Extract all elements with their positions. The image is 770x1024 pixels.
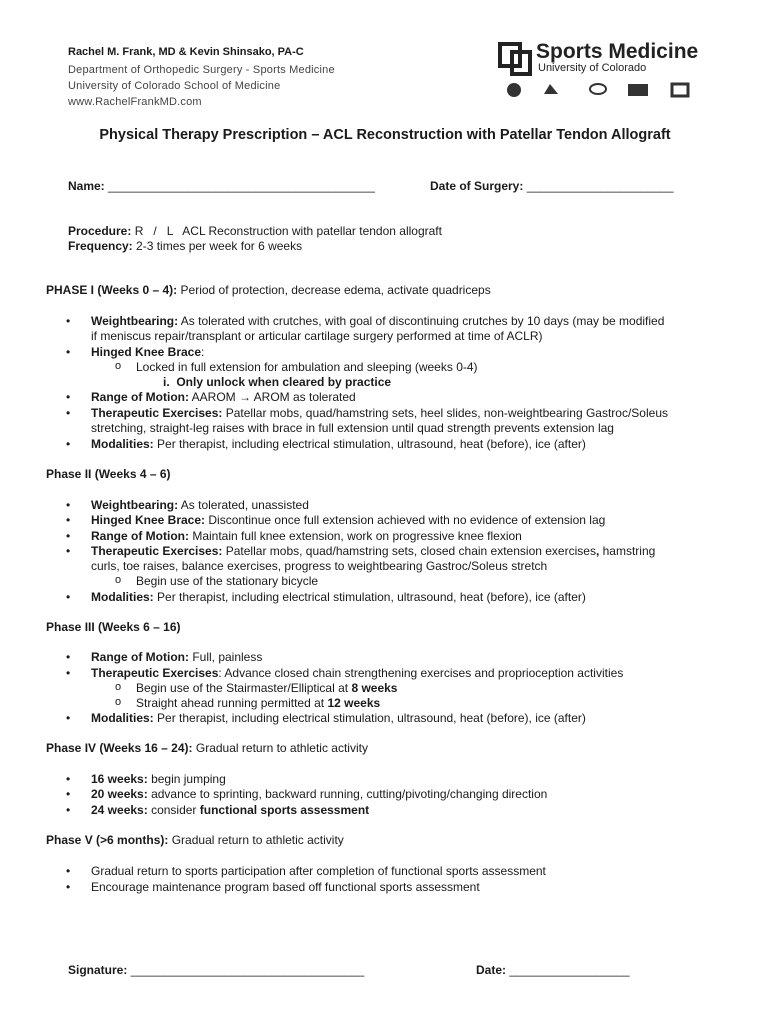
bullet: • <box>66 544 71 558</box>
phase1-modalities: Modalities: Per therapist, including electrical stimulation, ultrasound, heat (before), ice (after) <box>91 437 586 451</box>
phase4-24-weeks: 24 weeks: consider functional sports assessment <box>91 803 370 817</box>
bullet: • <box>66 314 71 328</box>
name-label: Name: <box>68 179 105 193</box>
bullet: • <box>66 864 71 878</box>
bullet: • <box>66 666 71 680</box>
phase4-16-weeks: 16 weeks: begin jumping <box>91 772 226 786</box>
phase3-heading: Phase III (Weeks 6 – 16) <box>46 620 181 634</box>
bullet: • <box>66 772 71 786</box>
phase3-sub-stairmaster: Begin use of the Stairmaster/Elliptical at 8 weeks <box>136 681 398 695</box>
footer-date-label: Date: <box>476 963 507 977</box>
phase5-item-2: Encourage maintenance program based off functional sports assessment <box>91 880 480 894</box>
phase4-heading: Phase IV (Weeks 16 – 24): Gradual return to athletic activity <box>46 741 368 755</box>
sub-bullet: o <box>115 360 122 372</box>
sub-bullet: o <box>115 696 122 708</box>
phase1-heading <box>46 283 491 297</box>
name-field[interactable]: ________________________________________ <box>108 179 375 193</box>
website: www.RachelFrankMD.com <box>68 96 202 108</box>
logo-subtitle: University of Colorado <box>538 62 647 74</box>
bullet: • <box>66 787 71 801</box>
surgery-date-label: Date of Surgery: <box>430 179 524 193</box>
sub-bullet: o <box>115 574 122 586</box>
phase2-exercises: Therapeutic Exercises: Patellar mobs, quad/hamstring sets, closed chain extension exercises, hamstring <box>91 544 656 558</box>
cu-logo-icon <box>498 42 534 76</box>
procedure-label: Procedure: <box>68 224 132 238</box>
bullet: • <box>66 880 71 894</box>
phase3-exercises: Therapeutic Exercises: Advance closed chain strengthening exercises and proprioception activities <box>91 666 624 680</box>
bullet: • <box>66 345 71 359</box>
bullet: • <box>66 513 71 527</box>
phase3-modalities: Modalities: Per therapist, including electrical stimulation, ultrasound, heat (before), ice (after) <box>91 711 586 725</box>
bullet: • <box>66 437 71 451</box>
school: University of Colorado School of Medicine <box>68 80 281 92</box>
page-title: Physical Therapy Prescription – ACL Reconstruction with Patellar Tendon Allograft <box>99 127 671 143</box>
surgery-date-field[interactable]: ______________________ <box>526 179 674 193</box>
phase1-rom: Range of Motion: AAROM → AROM as tolerated <box>91 390 356 404</box>
phase1-desc: Period of protection, decrease edema, activate quadriceps <box>180 283 491 297</box>
phase2-heading: Phase II (Weeks 4 – 6) <box>46 467 171 481</box>
bullet: • <box>66 590 71 604</box>
bullet: • <box>66 803 71 817</box>
bullet: • <box>66 498 71 512</box>
phase2-weightbearing: Weightbearing: As tolerated, unassisted <box>91 498 309 512</box>
bullet: • <box>66 406 71 420</box>
sub-bullet: o <box>115 681 122 693</box>
department: Department of Orthopedic Surgery - Sports Medicine <box>68 64 335 76</box>
phase1-weightbearing: Weightbearing: As tolerated with crutches, with goal of discontinuing crutches by 10 days (may be modified <box>91 314 665 328</box>
phase1-brace-subsub: i. Only unlock when cleared by practice <box>163 375 392 389</box>
logo-title: Sports Medicine <box>536 40 699 63</box>
signature-label: Signature: <box>68 963 128 977</box>
signature-field[interactable]: ___________________________________ <box>130 963 365 977</box>
frequency-label: Frequency: <box>68 239 133 253</box>
sports-medicine-logo <box>498 40 698 102</box>
author-names: Rachel M. Frank, MD & Kevin Shinsako, PA-C <box>68 46 304 58</box>
phase3-sub-running: Straight ahead running permitted at 12 weeks <box>136 696 381 710</box>
bullet: • <box>66 650 71 664</box>
phase1-label: PHASE I (Weeks 0 – 4): <box>46 283 178 297</box>
phase1-brace: Hinged Knee Brace: <box>91 345 205 359</box>
bullet: • <box>66 529 71 543</box>
phase1-exercises: Therapeutic Exercises: Patellar mobs, quad/hamstring sets, heel slides, non-weightbearing Gastroc/Soleus <box>91 406 668 420</box>
phase3-rom: Range of Motion: Full, painless <box>91 650 263 664</box>
bullet: • <box>66 711 71 725</box>
phase4-20-weeks: 20 weeks: advance to sprinting, backward running, cutting/pivoting/changing direction <box>91 787 548 801</box>
phase1-exercises-cont: stretching, straight-leg raises with brace in full extension until quad strength prevents extension lag <box>91 421 614 435</box>
procedure-value: R / L ACL Reconstruction with patellar tendon allograft <box>134 224 442 238</box>
phase1-brace-sub: Locked in full extension for ambulation and sleeping (weeks 0-4) <box>136 360 478 374</box>
phase2-exercises-sub: Begin use of the stationary bicycle <box>136 574 319 588</box>
phase5-heading: Phase V (>6 months): Gradual return to athletic activity <box>46 833 344 847</box>
affiliate-logos-icon <box>502 80 702 102</box>
phase2-rom: Range of Motion: Maintain full knee extension, work on progressive knee flexion <box>91 529 522 543</box>
phase1-weightbearing-cont: if meniscus repair/transplant or articular cartilage surgery performed at time of ACLR) <box>91 329 543 343</box>
phase5-item-1: Gradual return to sports participation after completion of functional sports assessment <box>91 864 546 878</box>
phase2-modalities: Modalities: Per therapist, including electrical stimulation, ultrasound, heat (before), ice (after) <box>91 590 586 604</box>
frequency-value: 2-3 times per week for 6 weeks <box>136 239 303 253</box>
phase2-brace: Hinged Knee Brace: Discontinue once full extension achieved with no evidence of extension lag <box>91 513 606 527</box>
footer-date-field[interactable]: __________________ <box>509 963 630 977</box>
phase2-exercises-cont: curls, toe raises, balance exercises, progress to weightbearing Gastroc/Soleus stretch <box>91 559 548 573</box>
bullet: • <box>66 390 71 404</box>
